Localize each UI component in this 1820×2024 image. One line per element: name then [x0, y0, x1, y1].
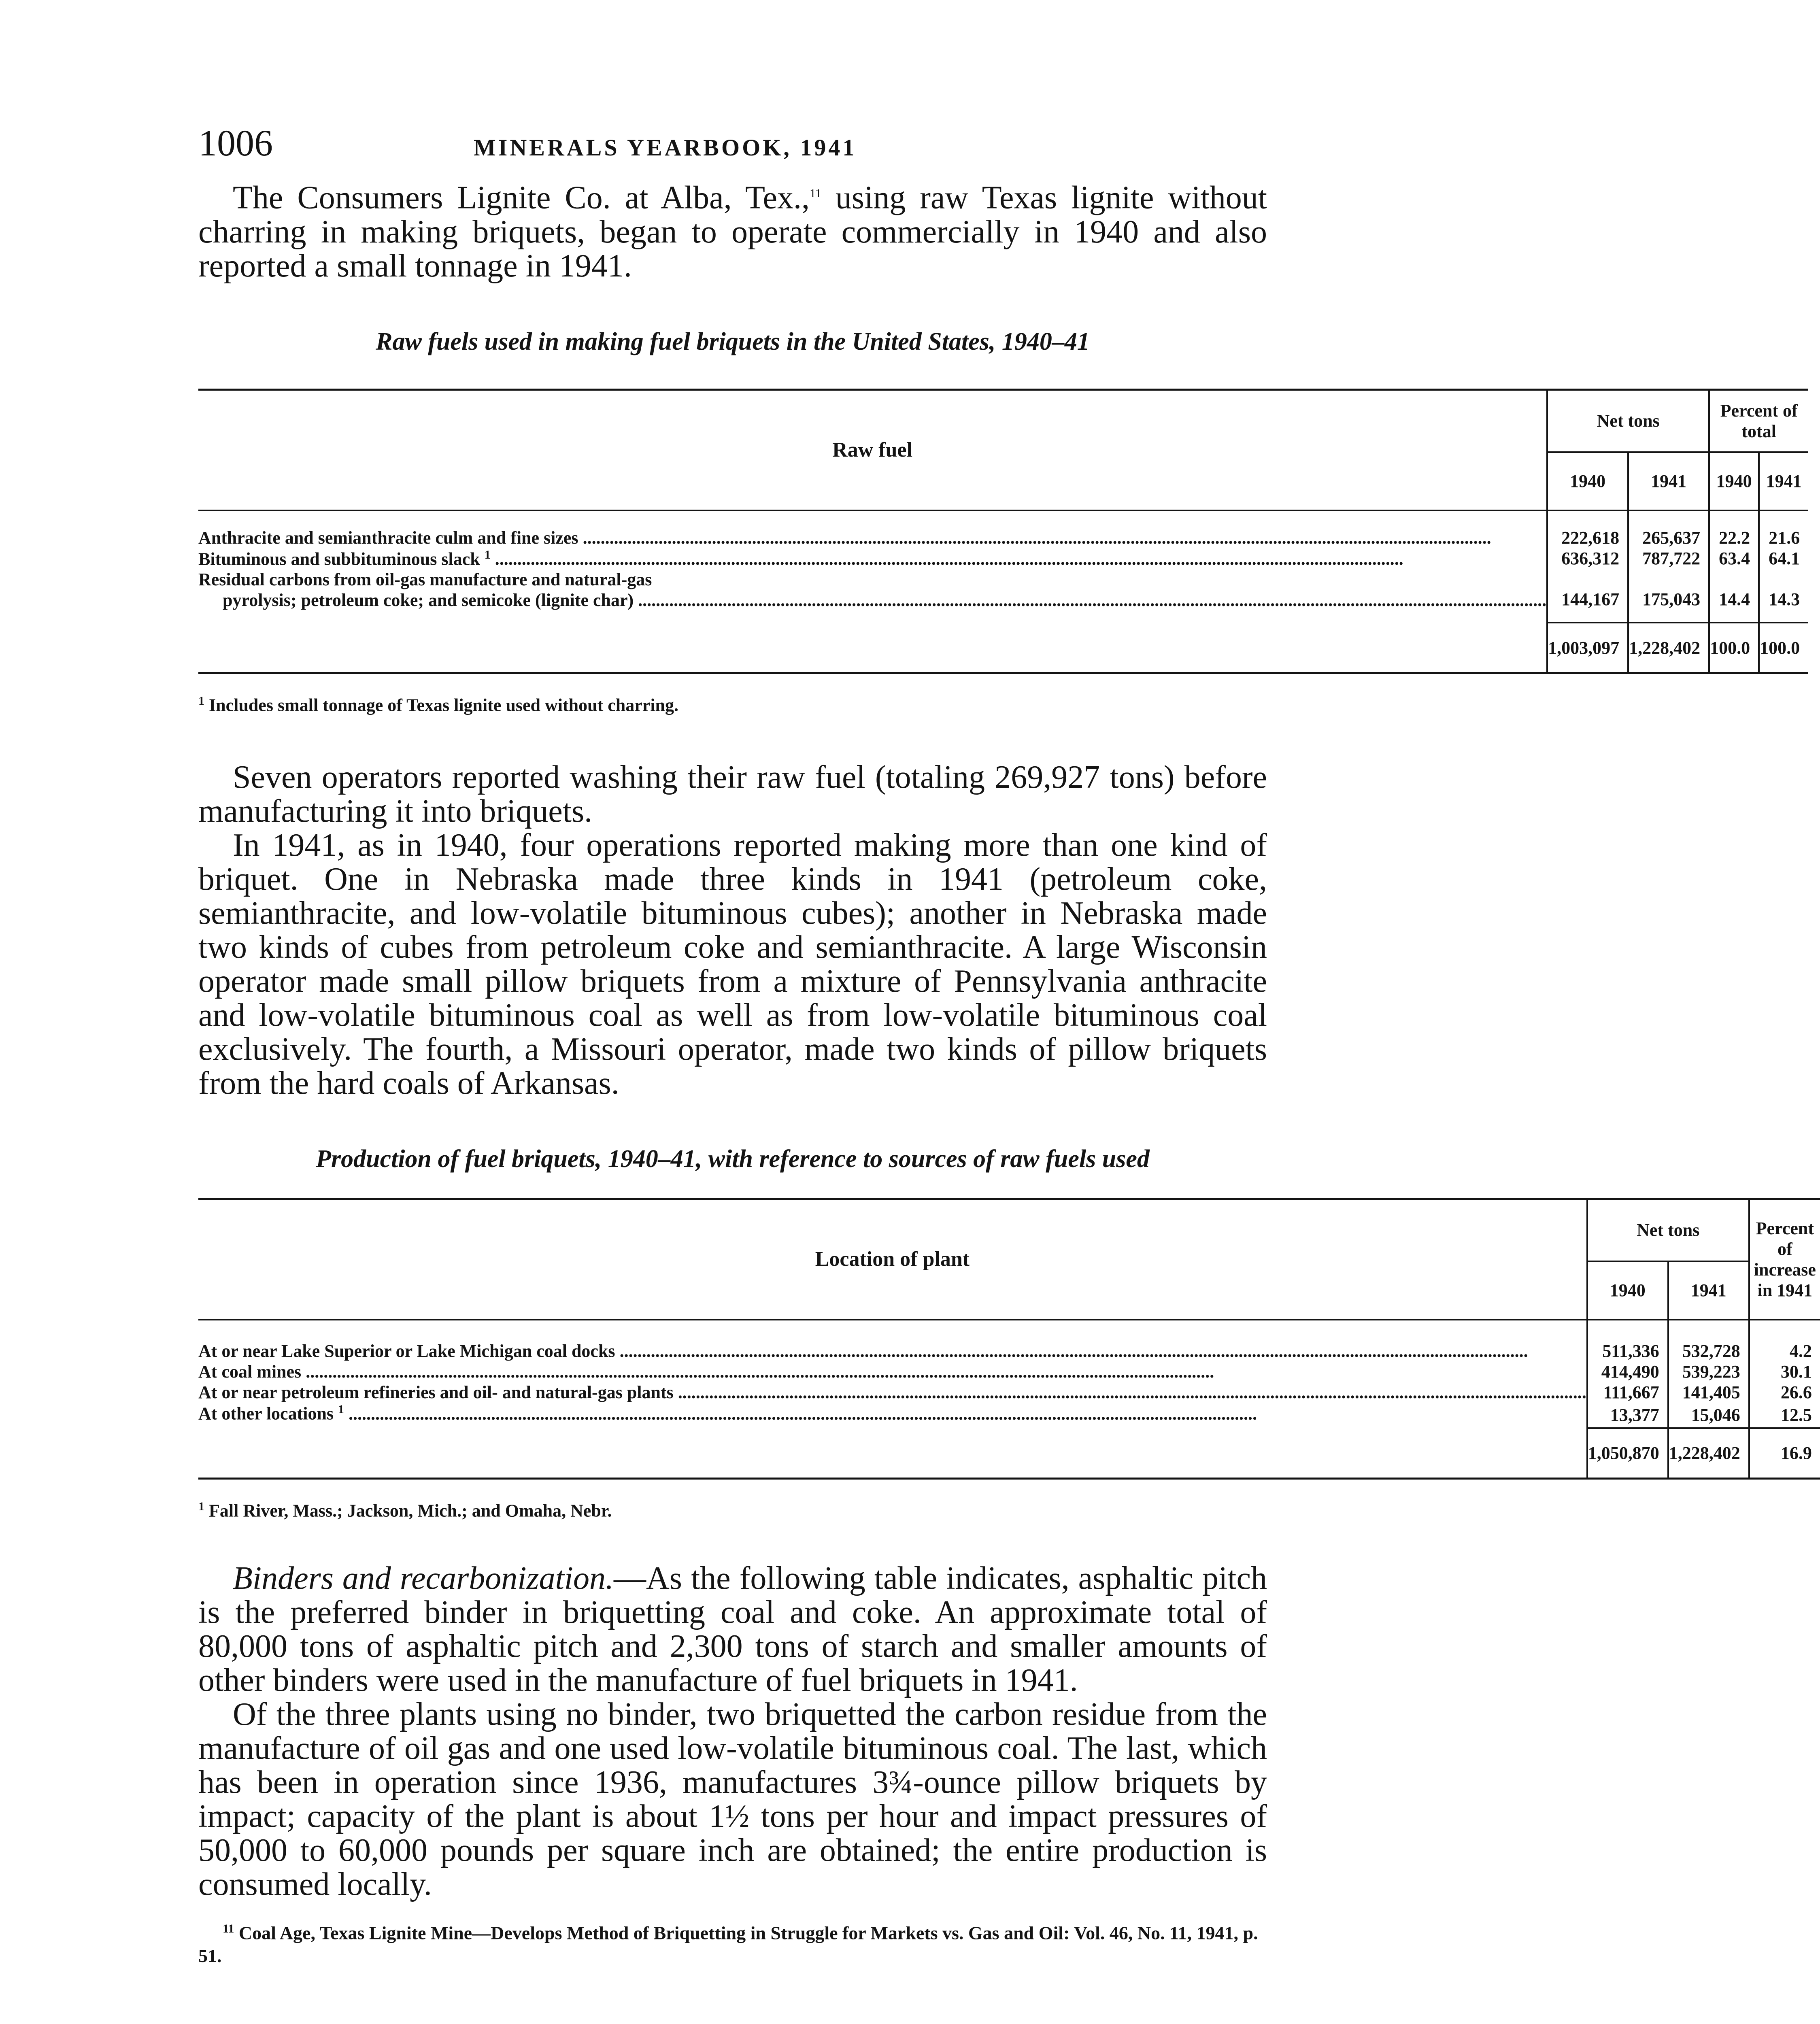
table-row — [198, 548, 1808, 570]
cell: 64.1 — [1759, 548, 1808, 570]
row-label: At coal mines ..... — [198, 1361, 1587, 1382]
cell: 4.2 — [1749, 1320, 1820, 1361]
row-label — [198, 569, 1547, 623]
table2-net-tons-header: Net tons — [1587, 1199, 1749, 1261]
table2-stub-header: Location of plant — [815, 1248, 970, 1271]
footnote-text: Fall River, Mass.; Jackson, Mich.; and Omaha, Nebr. — [209, 1501, 612, 1521]
table-row — [198, 1382, 1820, 1403]
table1-net-tons-header: Net tons — [1547, 389, 1709, 452]
cell: 511,336 — [1587, 1320, 1668, 1361]
page-footnote — [198, 1918, 1267, 1967]
cell: 532,728 — [1668, 1320, 1749, 1361]
cell: 1,003,097 — [1547, 623, 1628, 673]
row-label-text: At other locations — [198, 1403, 334, 1424]
binders-paragraph — [198, 1561, 1267, 1697]
table-row — [198, 1320, 1820, 1361]
table1-footnote — [198, 694, 1267, 716]
cell: 16.9 — [1749, 1428, 1820, 1479]
cell: 414,490 — [1587, 1361, 1668, 1382]
table2-percent-header: Percent of increase in 1941 — [1749, 1199, 1820, 1320]
table2-caption: Production of fuel briquets, 1940–41, with reference to sources of raw fuels used — [316, 1145, 1150, 1173]
cell: 787,722 — [1628, 548, 1709, 570]
cell: 100.0 — [1759, 623, 1808, 673]
cell: 141,405 — [1668, 1382, 1749, 1403]
cell: 12.5 — [1749, 1403, 1820, 1428]
table2-footnote — [198, 1500, 1267, 1521]
row-label-text: Bituminous and subbituminous slack — [198, 549, 480, 569]
row-label: At or near petroleum refineries and oil- and natural-gas plants ..... — [198, 1382, 1587, 1403]
cell: 222,618 — [1547, 510, 1628, 548]
page-number: 1006 — [198, 122, 273, 164]
footnote-ref: 1 — [338, 1402, 344, 1416]
row-label-line: Residual carbons from oil-gas manufacture and natural-gas — [198, 570, 652, 590]
total-label-empty — [198, 1428, 1587, 1479]
cell: 30.1 — [1749, 1361, 1820, 1382]
footnote-text: Includes small tonnage of Texas lignite used without charring. — [209, 695, 679, 715]
table-total-row — [198, 1428, 1820, 1479]
cell: 1,050,870 — [1587, 1428, 1668, 1479]
intro-text-end: using raw Texas lignite without charring in making briquets, began to operate commercially in 1940 and also reported a small tonnage in 1941. — [198, 180, 1267, 284]
cell: 1,228,402 — [1628, 623, 1709, 673]
table2-year: 1941 — [1668, 1261, 1749, 1320]
row-label — [198, 548, 1547, 570]
table1-year: 1941 — [1628, 452, 1709, 510]
cell: 636,312 — [1547, 548, 1628, 570]
cell: 111,667 — [1587, 1382, 1668, 1403]
table1-caption: Raw fuels used in making fuel briquets in the United States, 1940–41 — [376, 327, 1090, 355]
table-row — [198, 510, 1808, 548]
table1-year: 1940 — [1709, 452, 1759, 510]
table1-stub-header: Raw fuel — [832, 438, 913, 462]
footnote-ref: 11 — [809, 187, 821, 200]
cell: 13,377 — [1587, 1403, 1668, 1428]
table-row — [198, 1361, 1820, 1382]
row-label: At or near Lake Superior or Lake Michigan coal docks ..... — [198, 1320, 1587, 1361]
binders-text: —As the following table indicates, asphaltic pitch is the preferred binder in briquetting coal and coke. An approximate total of 80,000 tons of asphaltic pitch and 2,300 tons of starch and smaller amounts of other binders were used in the manufacture of fuel briquets in 1941. — [198, 1561, 1267, 1699]
table2-year: 1940 — [1587, 1261, 1668, 1320]
intro-paragraph — [198, 176, 1267, 283]
final-paragraph: Of the three plants using no binder, two briquetted the carbon residue from the manufacture of oil gas and one used low-volatile bituminous coal. The last, which has been in operation since 1936, manufactures 3¾-ounce pillow briquets by impact; capacity of the plant is about 1½ tons per hour and impact pressures of 50,000 to 60,000 pounds per square inch are obtained; the entire production is consumed locally. — [198, 1697, 1267, 1903]
intro-text-start: The Consumers Lignite Co. at Alba, Tex., — [233, 180, 810, 216]
cell: 1,228,402 — [1668, 1428, 1749, 1479]
cell: 21.6 — [1759, 510, 1808, 548]
cell: 175,043 — [1628, 569, 1709, 623]
page — [198, 121, 1816, 1967]
cell: 26.6 — [1749, 1382, 1820, 1403]
footnote-num: 1 — [198, 694, 204, 708]
row-label-line: pyrolysis; petroleum coke; and semicoke (lignite char) ..... — [198, 590, 1546, 610]
cell: 63.4 — [1709, 548, 1759, 570]
cell: 14.3 — [1759, 569, 1808, 623]
table1-year: 1940 — [1547, 452, 1628, 510]
footnote-num: 11 — [223, 1922, 234, 1936]
table1-year: 1941 — [1759, 452, 1808, 510]
cell: 539,223 — [1668, 1361, 1749, 1382]
row-label: Anthracite and semianthracite culm and fine sizes ..... — [198, 510, 1547, 548]
paragraph: Seven operators reported washing their raw fuel (totaling 269,927 tons) before manufacturing it into briquets. — [198, 759, 1267, 829]
table-total-row — [198, 623, 1808, 673]
footnote-text: Coal Age, Texas Lignite Mine—Develops Method of Briquetting in Struggle for Markets vs. Gas and Oil: Vol. 46, No. 11, 1941, p. 51. — [198, 1922, 1258, 1966]
table1-percent-header: Percent of total — [1709, 389, 1808, 452]
page-header — [198, 121, 1267, 170]
footnote-num: 1 — [198, 1499, 204, 1513]
table-row — [198, 1403, 1820, 1428]
cell: 265,637 — [1628, 510, 1709, 548]
binders-heading: Binders and recarbonization. — [233, 1561, 614, 1597]
running-title: MINERALS YEARBOOK, 1941 — [474, 134, 857, 161]
cell: 100.0 — [1709, 623, 1759, 673]
raw-fuels-table — [198, 389, 1808, 674]
cell: 15,046 — [1668, 1403, 1749, 1428]
paragraph: In 1941, as in 1940, four operations reported making more than one kind of briquet. One in Nebraska made three kinds in 1941 (petroleum coke, semianthracite, and low-volatile bituminous cubes); another in Nebraska made two kinds of cubes from petroleum coke and semianthracite. A large Wisconsin operator made small pillow briquets from a mixture of Pennsylvania anthracite and low-volatile bituminous coal as well as from low-volatile bituminous coal exclusively. The fourth, a Missouri operator, made two kinds of pillow briquets from the hard coals of Arkansas. — [198, 827, 1267, 1101]
table-row — [198, 569, 1808, 623]
cell: 22.2 — [1709, 510, 1759, 548]
total-label-empty — [198, 623, 1547, 673]
cell: 14.4 — [1709, 569, 1759, 623]
cell: 144,167 — [1547, 569, 1628, 623]
footnote-ref: 1 — [484, 548, 491, 561]
production-table — [198, 1198, 1820, 1480]
row-label — [198, 1403, 1587, 1428]
